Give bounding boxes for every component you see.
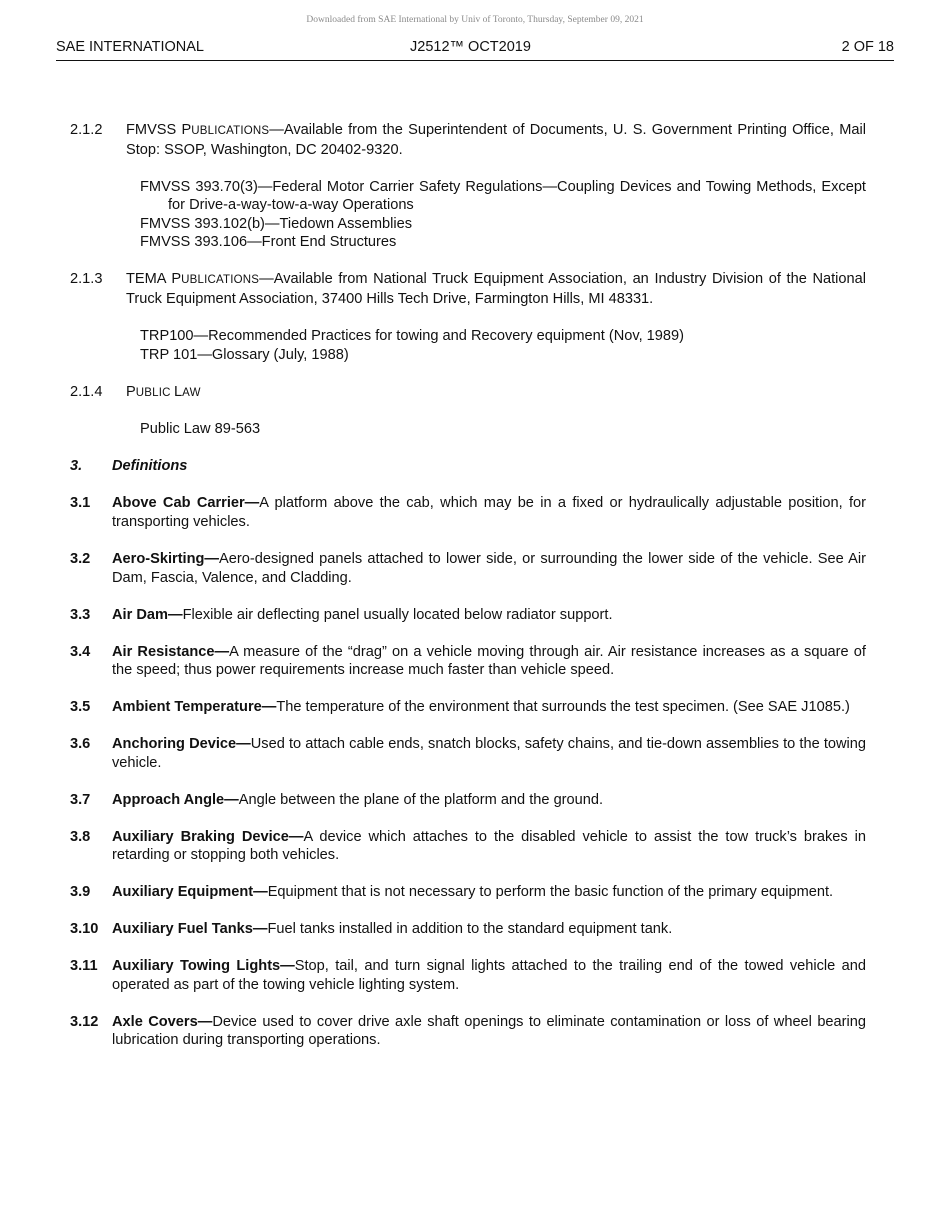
reference-item: FMVSS 393.102(b)—Tiedown Assemblies bbox=[140, 215, 412, 232]
definitions-title: Definitions bbox=[112, 458, 188, 475]
definition-description: Device used to cover drive axle shaft openings to eliminate contamination or loss of wheel bearing lubrication during transporting operations. bbox=[112, 1013, 866, 1049]
definition-number: 3.6 bbox=[70, 736, 91, 753]
definition-item bbox=[70, 828, 866, 865]
section-number: 2.1.4 bbox=[70, 383, 103, 400]
definition-term: Auxiliary Braking Device— bbox=[112, 828, 304, 845]
definition-number: 3.8 bbox=[70, 828, 91, 845]
definitions-number: 3. bbox=[70, 458, 83, 475]
section-2-1-4 bbox=[70, 383, 866, 403]
definition-term: Axle Covers— bbox=[112, 1013, 213, 1030]
section-description: —Available from the Superintendent of Documents, U. S. Government Printing Office, Mail Stop: SSOP, Washington, DC 20402-9320. bbox=[126, 122, 866, 158]
header-document-id: J2512™ OCT2019 bbox=[410, 39, 531, 55]
definition-number: 3.12 bbox=[70, 1013, 99, 1030]
section-title-aw: AW bbox=[182, 386, 201, 399]
definition-term: Air Dam— bbox=[112, 606, 183, 623]
section-title-rest: UBLICATIONS bbox=[191, 125, 270, 137]
definition-term: Aero-Skirting— bbox=[112, 551, 220, 568]
definition-item bbox=[70, 606, 866, 625]
definition-item bbox=[70, 791, 866, 810]
definition-text bbox=[112, 643, 866, 680]
section-2-1-3 bbox=[70, 270, 866, 308]
definition-description: Stop, tail, and turn signal lights attached to the trailing end of the towed vehicle and operated as part of the towing vehicle lighting system. bbox=[112, 958, 866, 993]
header-page-number: 2 OF 18 bbox=[841, 39, 894, 55]
definition-item bbox=[70, 920, 866, 939]
definition-description: Used to attach cable ends, snatch blocks, safety chains, and tie-down assemblies to the towing vehicle. bbox=[112, 736, 867, 771]
section-title-first: FMVSS P bbox=[126, 122, 192, 138]
section-title-first: TEMA P bbox=[126, 271, 182, 288]
reference-item: FMVSS 393.70(3)—Federal Motor Carrier Safety Regulations—Coupling Devices and Towing Methods, Except for Drive-a-way-tow-a-way Operations bbox=[140, 178, 866, 214]
definition-number: 3.11 bbox=[70, 958, 98, 975]
definition-item bbox=[70, 494, 866, 531]
definition-term: Air Resistance— bbox=[112, 643, 230, 660]
definition-term: Auxiliary Equipment— bbox=[112, 884, 268, 901]
definition-text bbox=[112, 828, 866, 865]
reference-item: FMVSS 393.106—Front End Structures bbox=[140, 234, 397, 251]
section-description: —Available from National Truck Equipment Association, an Industry Division of the National Truck Equipment Association, 37400 Hills Tech Drive, Farmington Hills, MI 48331. bbox=[126, 271, 866, 307]
reference-item: Public Law 89-563 bbox=[140, 421, 261, 438]
definition-number: 3.1 bbox=[70, 495, 91, 512]
definition-description: Flexible air deflecting panel usually located below radiator support. bbox=[182, 606, 613, 623]
section-number: 2.1.2 bbox=[70, 122, 103, 138]
section-title-l: L bbox=[174, 383, 183, 400]
definitions-list bbox=[70, 494, 866, 1050]
definition-item bbox=[70, 550, 866, 587]
definition-term: Auxiliary Fuel Tanks— bbox=[112, 921, 268, 938]
definition-description: Equipment that is not necessary to perform the basic function of the primary equipment. bbox=[267, 884, 834, 901]
definition-text bbox=[112, 791, 866, 810]
document-body bbox=[70, 121, 866, 1050]
definition-text bbox=[112, 1013, 866, 1050]
definition-item bbox=[70, 643, 866, 680]
definition-description: Fuel tanks installed in addition to the standard equipment tank. bbox=[267, 921, 673, 938]
definition-text bbox=[112, 735, 866, 772]
section-text bbox=[126, 121, 866, 159]
section-number: 2.1.3 bbox=[70, 271, 103, 288]
definition-term: Above Cab Carrier— bbox=[112, 495, 260, 512]
definition-number: 3.7 bbox=[70, 791, 91, 808]
definition-description: Aero-designed panels attached to lower side, or surrounding the lower side of the vehicle. See Air Dam, Fascia, Valence, and Cladding. bbox=[112, 551, 866, 586]
definition-number: 3.4 bbox=[70, 643, 91, 660]
definition-term: Approach Angle— bbox=[112, 791, 239, 808]
definition-text bbox=[112, 920, 866, 939]
definition-term: Anchoring Device— bbox=[112, 736, 251, 753]
definition-text bbox=[112, 883, 866, 902]
page-header bbox=[56, 38, 894, 61]
definition-text bbox=[112, 606, 866, 625]
definition-description: A measure of the “drag” on a vehicle moving through air. Air resistance increases as a square of the speed; thus power requirements increase much faster than vehicle speed. bbox=[112, 643, 866, 679]
definition-description: Angle between the plane of the platform and the ground. bbox=[238, 791, 604, 808]
definition-item bbox=[70, 698, 866, 717]
download-watermark: Downloaded from SAE International by Univ of Toronto, Thursday, September 09, 2021 bbox=[306, 15, 644, 25]
definition-term: Ambient Temperature— bbox=[112, 699, 277, 716]
definition-item bbox=[70, 735, 866, 772]
definition-number: 3.3 bbox=[70, 606, 91, 623]
definition-number: 3.2 bbox=[70, 551, 91, 568]
definition-description: A device which attaches to the disabled vehicle to assist the tow truck’s brakes in retarding or stopping both vehicles. bbox=[112, 828, 867, 864]
section-title bbox=[126, 383, 866, 403]
definition-description: A platform above the cab, which may be in a fixed or hydraulically adjustable position, for transporting vehicles. bbox=[112, 495, 866, 531]
section-2-1-2 bbox=[70, 121, 866, 159]
definition-number: 3.10 bbox=[70, 921, 99, 938]
section-text bbox=[126, 270, 866, 308]
definition-text bbox=[112, 550, 866, 587]
reference-item: TRP 101—Glossary (July, 1988) bbox=[140, 346, 349, 363]
definition-text bbox=[112, 494, 866, 531]
definition-number: 3.9 bbox=[70, 884, 91, 901]
definition-item bbox=[70, 957, 866, 994]
definition-item bbox=[70, 883, 866, 902]
definition-text bbox=[112, 698, 866, 717]
definition-description: The temperature of the environment that surrounds the test specimen. (See SAE J1085.) bbox=[276, 699, 850, 716]
header-organization: SAE INTERNATIONAL bbox=[56, 39, 204, 55]
definition-number: 3.5 bbox=[70, 699, 91, 716]
section-title-p: P bbox=[126, 383, 136, 400]
definition-term: Auxiliary Towing Lights— bbox=[112, 958, 295, 975]
definition-text bbox=[112, 957, 866, 994]
definition-item bbox=[70, 1013, 866, 1050]
section-title-rest: UBLICATIONS bbox=[181, 274, 260, 287]
reference-item: TRP100—Recommended Practices for towing and Recovery equipment (Nov, 1989) bbox=[140, 327, 685, 344]
definitions-heading bbox=[70, 457, 866, 476]
section-title-ublic: UBLIC bbox=[135, 386, 175, 399]
